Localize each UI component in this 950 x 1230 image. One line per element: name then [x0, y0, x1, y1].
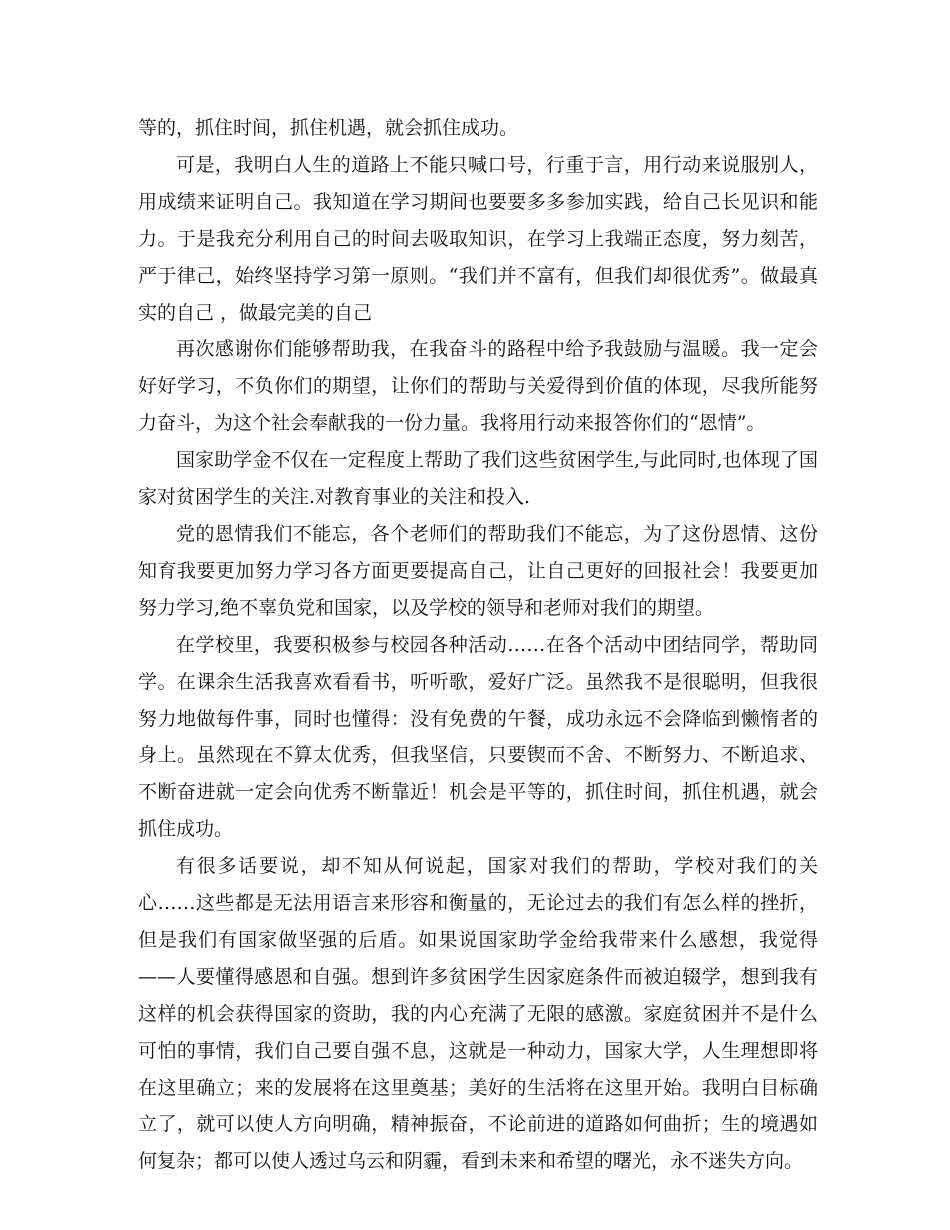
- paragraph-6: 在学校里，我要积极参与校园各种活动……在各个活动中团结同学，帮助同学。在课余生活我喜欢看看书，听听歌，爱好广泛。虽然我不是很聪明，但我很努力地做每件事，同时也懂得：没有免费的午餐，成功永远不会降临到懒惰者的身上。虽然现在不算太优秀，但我坚信，只要锲而不舍、不断努力、不断追求、不断奋进就一定会向优秀不断靠近！机会是平等的，抓住时间，抓住机遇，就会抓住成功。: [138, 633, 818, 841]
- paragraph-5: 党的恩情我们不能忘，各个老师们的帮助我们不能忘，为了这份恩情、这份知育我要更加努力学习各方面更要提高自己，让自己更好的回报社会！我要更加努力学习,绝不辜负党和国家，以及学校的领导和老师对我们的期望。: [138, 522, 818, 619]
- paragraph-3: 再次感谢你们能够帮助我，在我奋斗的路程中给予我鼓励与温暖。我一定会好好学习，不负你们的期望，让你们的帮助与关爱得到价值的体现，尽我所能努力奋斗，为这个社会奉献我的一份力量。我将用行动来报答你们的“恩情”。: [138, 338, 818, 435]
- paragraph-7: 有很多话要说，却不知从何说起，国家对我们的帮助，学校对我们的关心……这些都是无法用语言来形容和衡量的，无论过去的我们有怎么样的挫折，但是我们有国家做坚强的后盾。如果说国家助学金给我带来什么感想，我觉得——人要懂得感恩和自强。想到许多贫困学生因家庭条件而被迫辍学，想到我有这样的机会获得国家的资助，我的内心充满了无限的感激。家庭贫困并不是什么可怕的事情，我们自己要自强不息，这就是一种动力，国家大学，人生理想即将在这里确立；来的发展将在这里奠基；美好的生活将在这里开始。我明白目标确立了，就可以使人方向明确，精神振奋，不论前进的道路如何曲折；生的境遇如何复杂；都可以使人透过乌云和阴霾，看到未来和希望的曙光，永不迷失方向。: [138, 855, 818, 1173]
- paragraph-1: 等的，抓住时间，抓住机遇，就会抓住成功。: [138, 117, 519, 139]
- paragraph-2: 可是，我明白人生的道路上不能只喊口号，行重于言，用行动来说服别人，用成绩来证明自己。我知道在学习期间也要要多多参加实践，给自己长见识和能力。于是我充分利用自己的时间去吸取知识，在学习上我端正态度，努力刻苦，严于律己，始终坚持学习第一原则。“我们并不富有，但我们却很优秀”。做最真实的自己 ，做最完美的自己: [138, 153, 818, 324]
- document-body: [138, 110, 818, 1180]
- paragraph-4: 国家助学金不仅在一定程度上帮助了我们这些贫困学生,与此同时,也体现了国家对贫困学生的关注.对教育事业的关注和投入.: [138, 449, 818, 509]
